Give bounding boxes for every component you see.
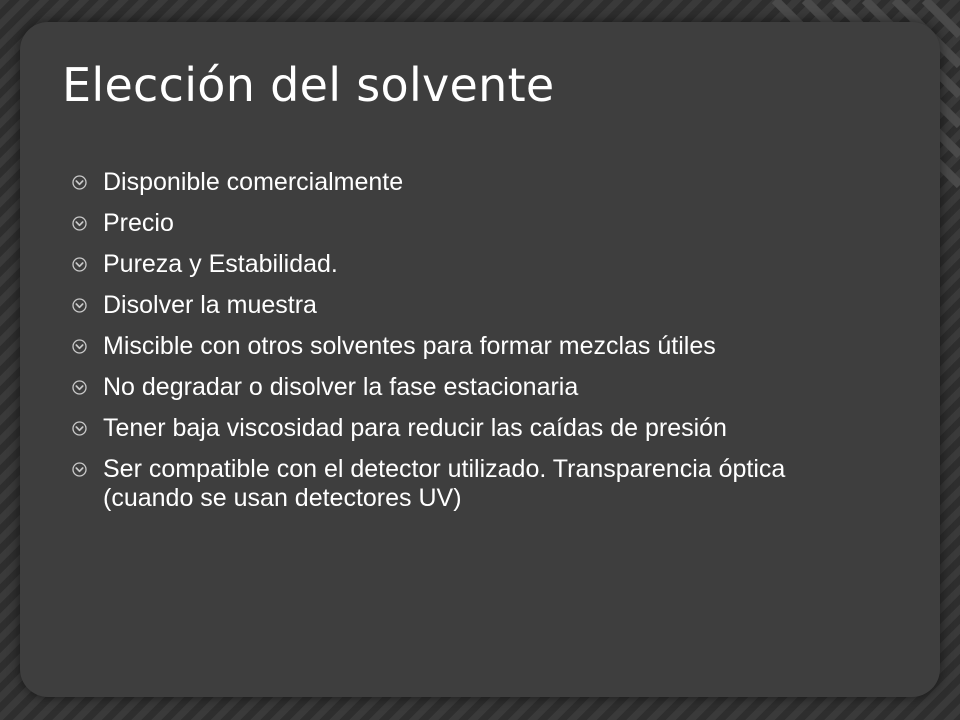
bullet-item (72, 373, 872, 402)
bullet-text: Ser compatible con el detector utilizado. Transparencia óptica (cuando se usan detectores UV) (103, 455, 786, 512)
bullet-text: No degradar o disolver la fase estacionaria (103, 373, 579, 401)
bullet-text: Disponible comercialmente (103, 168, 404, 196)
bullet-text: Pureza y Estabilidad. (103, 250, 338, 278)
bullet-item (72, 250, 872, 279)
bullet-item (72, 332, 872, 361)
circled-chevron-icon (72, 216, 87, 231)
circled-chevron-icon (72, 421, 87, 436)
circled-chevron-icon (72, 339, 87, 354)
circled-chevron-icon (72, 175, 87, 190)
bullet-text: Miscible con otros solventes para formar mezclas útiles (103, 332, 716, 360)
circled-chevron-icon (72, 462, 87, 477)
circled-chevron-icon (72, 257, 87, 272)
circled-chevron-icon (72, 380, 87, 395)
bullet-item (72, 209, 872, 238)
circled-chevron-icon (72, 298, 87, 313)
bullet-item (72, 414, 872, 443)
bullet-list (72, 168, 872, 525)
bullet-item (72, 291, 872, 320)
bullet-item (72, 455, 872, 513)
bullet-text: Disolver la muestra (103, 291, 317, 319)
slide-title: Elección del solvente (62, 58, 555, 112)
bullet-text: Tener baja viscosidad para reducir las caídas de presión (103, 414, 727, 442)
bullet-item (72, 168, 872, 197)
bullet-text: Precio (103, 209, 174, 237)
